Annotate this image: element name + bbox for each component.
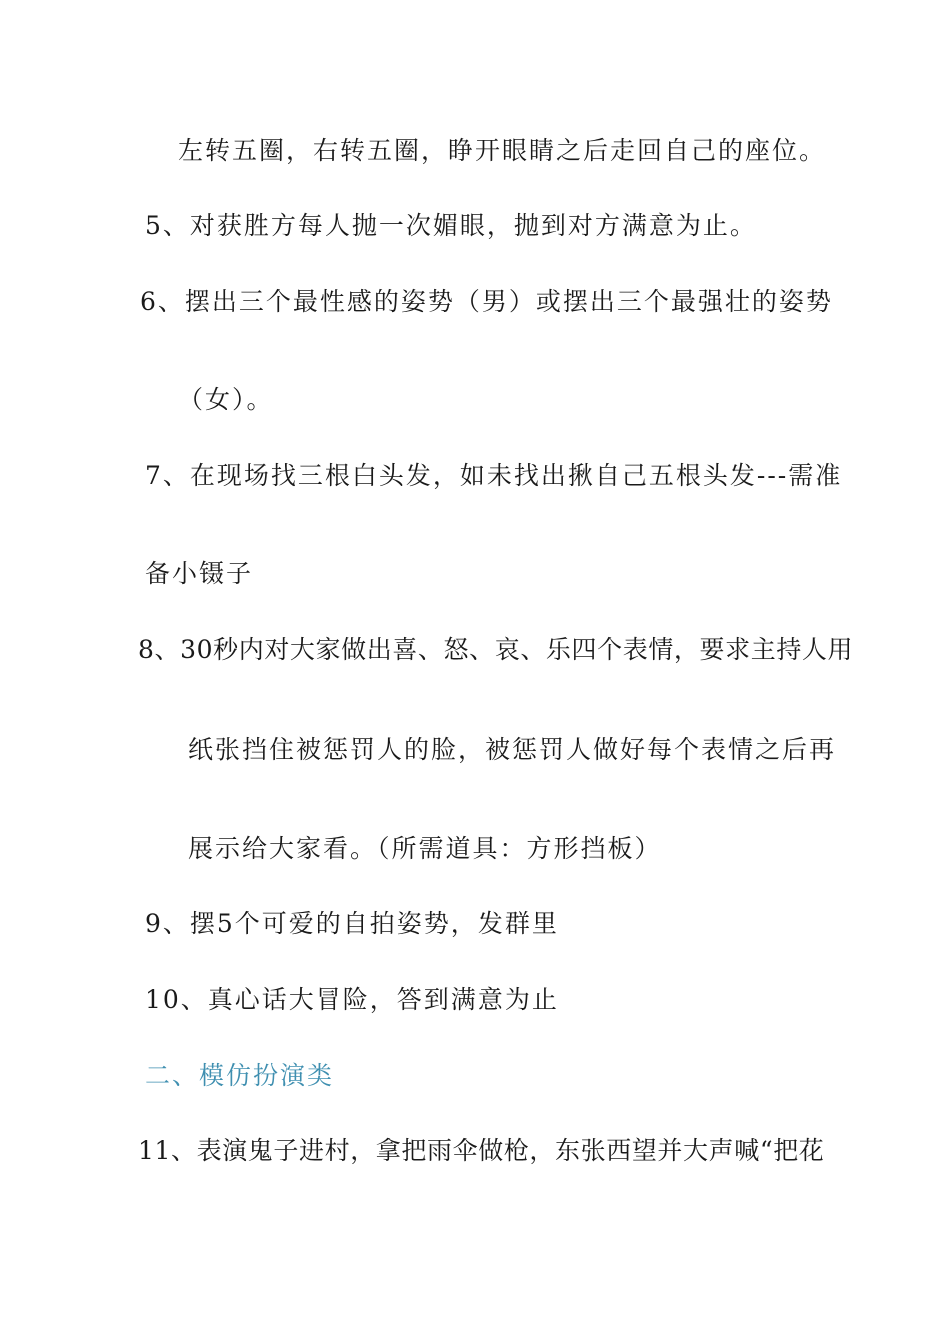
list-item-10: 10、真心话大冒险，答到满意为止: [145, 985, 559, 1014]
list-item-11: 11、表演鬼子进村，拿把雨伞做枪，东张西望并大声喊“把花: [138, 1136, 825, 1165]
text-line-continuation-4: 左转五圈，右转五圈，睁开眼睛之后走回自己的座位。: [178, 136, 827, 165]
list-item-7-continuation: 备小镊子: [145, 559, 254, 588]
list-item-8-continuation-2: 展示给大家看。（所需道具：方形挡板）: [188, 834, 662, 863]
list-item-6-continuation: （女）。: [178, 385, 274, 414]
list-item-6: 6、摆出三个最性感的姿势（男）或摆出三个最强壮的姿势: [140, 287, 833, 316]
list-item-7: 7、在现场找三根白头发，如未找出揪自己五根头发---需准: [145, 461, 843, 490]
section-heading: 二、模仿扮演类: [145, 1061, 335, 1090]
list-item-8-continuation-1: 纸张挡住被惩罚人的脸，被惩罚人做好每个表情之后再: [188, 735, 837, 764]
list-item-8: 8、30秒内对大家做出喜、怒、哀、乐四个表情，要求主持人用: [138, 635, 854, 664]
list-item-9: 9、摆5个可爱的自拍姿势，发群里: [145, 909, 559, 938]
list-item-5: 5、对获胜方每人抛一次媚眼，抛到对方满意为止。: [145, 211, 757, 240]
